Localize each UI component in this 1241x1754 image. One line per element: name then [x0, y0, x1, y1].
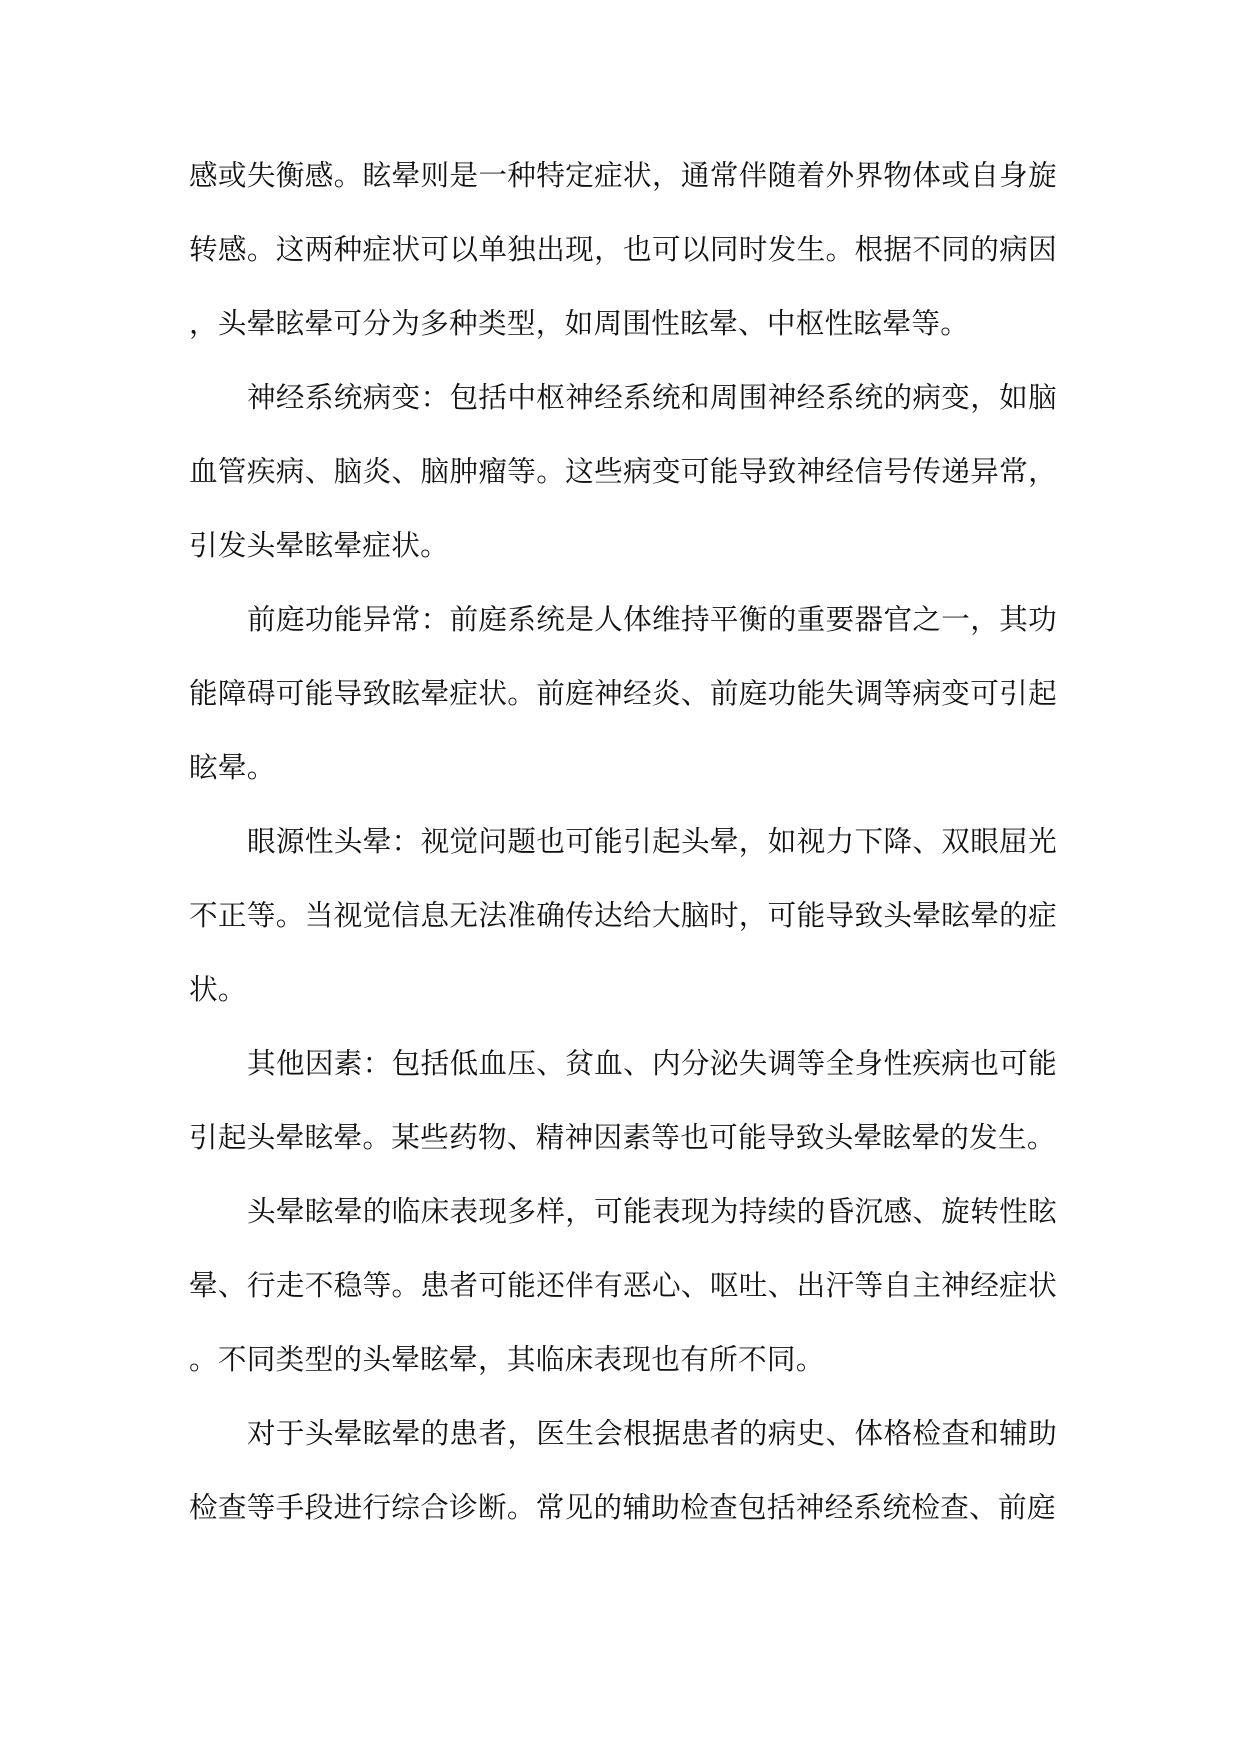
paragraph-2: 神经系统病变：包括中枢神经系统和周围神经系统的病变，如脑血管疾病、脑炎、脑肿瘤等。这些病变可能导致神经信号传递异常，引发头晕眩晕症状。	[189, 380, 1057, 562]
paragraph-7: 对于头晕眩晕的患者，医生会根据患者的病史、体格检查和辅助检查等手段进行综合诊断。常见的辅助检查包括神经系统检查、前庭	[189, 1416, 1057, 1524]
paragraph-6: 头晕眩晕的临床表现多样，可能表现为持续的昏沉感、旋转性眩晕、行走不稳等。患者可能还伴有恶心、呕吐、出汗等自主神经症状。不同类型的头晕眩晕，其临床表现也有所不同。	[189, 1194, 1057, 1376]
paragraph-1: 感或失衡感。眩晕则是一种特定症状，通常伴随着外界物体或自身旋转感。这两种症状可以单独出现，也可以同时发生。根据不同的病因，头晕眩晕可分为多种类型，如周围性眩晕、中枢性眩晕等。	[189, 158, 1057, 340]
paragraph-4: 眼源性头晕：视觉问题也可能引起头晕，如视力下降、双眼屈光不正等。当视觉信息无法准确传达给大脑时，可能导致头晕眩晕的症状。	[189, 824, 1057, 1006]
paragraph-5: 其他因素：包括低血压、贫血、内分泌失调等全身性疾病也可能引起头晕眩晕。某些药物、精神因素等也可能导致头晕眩晕的发生。	[189, 1046, 1057, 1154]
document-body	[189, 138, 1057, 1544]
paragraph-3: 前庭功能异常：前庭系统是人体维持平衡的重要器官之一，其功能障碍可能导致眩晕症状。前庭神经炎、前庭功能失调等病变可引起眩晕。	[189, 602, 1057, 784]
